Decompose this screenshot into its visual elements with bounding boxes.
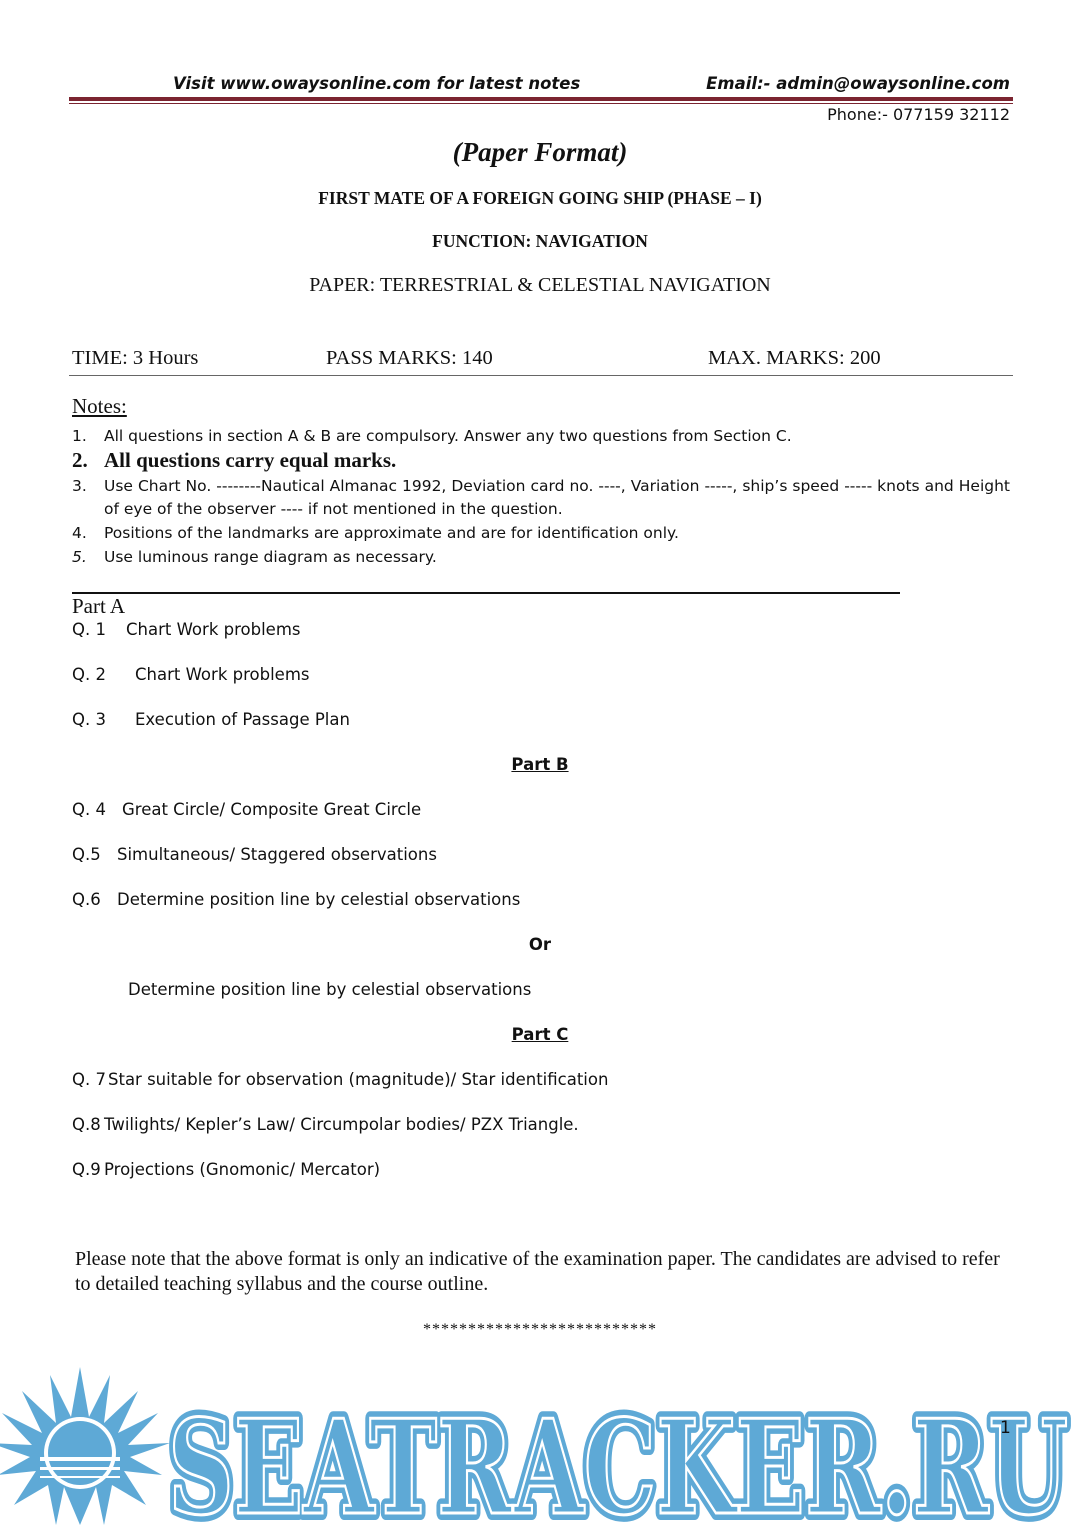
note-number: 2. [72,448,88,472]
header-rule [69,97,1013,101]
exam-max-marks: MAX. MARKS: 200 [708,347,881,369]
note-text: Use luminous range diagram as necessary. [104,548,437,566]
watermark-text: SEATRACKER.RU [168,1391,1068,1527]
question-text: Determine position line by celestial observations [117,890,521,909]
seatracker-watermark [0,1365,1080,1527]
part-c-heading: Part C [511,1025,569,1044]
note-item [72,546,1010,569]
header-rule-thin [69,103,1013,104]
header-email-text: Email:- admin@owaysonline.com [706,74,1010,93]
notes-heading: Notes: [72,394,127,418]
question-text: Chart Work problems [135,665,310,684]
question-text: Star suitable for observation (magnitude)/ Star identification [108,1070,609,1089]
question-text: Simultaneous/ Staggered observations [117,845,437,864]
note-text: Positions of the landmarks are approximate and are for identification only. [104,524,679,542]
header-website-text: Visit www.owaysonline.com for latest notes [173,74,581,93]
note-number: 3. [72,477,87,495]
note-item [72,425,1010,448]
question-text: Great Circle/ Composite Great Circle [122,800,422,819]
question-label: Q.9 [72,1160,101,1179]
part-b-heading: Part B [511,755,569,774]
page-title: (Paper Format) [452,137,628,167]
question-label: Q. 2 [72,665,106,684]
question-label: Q. 3 [72,710,106,729]
question-label: Q. 7 [72,1070,106,1089]
sun-logo-icon [0,1367,170,1525]
footer-stars: ************************** [423,1321,657,1338]
question-text: Projections (Gnomonic/ Mercator) [104,1160,381,1179]
exam-time: TIME: 3 Hours [72,347,199,369]
watermark-text-outline: SEATRACKER.RU [168,1391,1068,1527]
note-text: Use Chart No. --------Nautical Almanac 1992, Deviation card no. ----, Variation -----, ship’s speed ----- knots and Height of eye of the observer ---- if not mentioned in the question. [104,477,1010,518]
note-item [72,475,1010,521]
page-number: 1 [1000,1418,1011,1438]
footer-note: Please note that the above format is only an indicative of the examination paper. The candidates are advised to refer to detailed teaching syllabus and the course outline. [75,1248,1000,1295]
note-item [72,449,1010,472]
exam-pass-marks: PASS MARKS: 140 [326,347,493,369]
exam-info-divider [69,375,1013,376]
function-subtitle: FUNCTION: NAVIGATION [432,231,648,251]
question-text: Execution of Passage Plan [135,710,350,729]
note-number: 5. [72,548,87,566]
question-label: Q.6 [72,890,101,909]
question-label: Q.5 [72,845,101,864]
note-number: 1. [72,427,87,445]
question-label: Q. 4 [72,800,106,819]
paper-subtitle: PAPER: TERRESTRIAL & CELESTIAL NAVIGATION [309,274,771,296]
question-alternative-text: Determine position line by celestial observations [128,980,532,999]
question-text: Chart Work problems [126,620,301,639]
note-number: 4. [72,524,87,542]
question-text: Twilights/ Kepler’s Law/ Circumpolar bodies/ PZX Triangle. [104,1115,579,1134]
notes-divider [72,592,900,594]
note-text: All questions carry equal marks. [104,448,397,472]
question-label: Q.8 [72,1115,101,1134]
question-label: Q. 1 [72,620,106,639]
note-text: All questions in section A & B are compulsory. Answer any two questions from Section C. [104,427,792,445]
rank-subtitle: FIRST MATE OF A FOREIGN GOING SHIP (PHASE – I) [318,188,762,208]
part-a-heading: Part A [72,594,126,618]
note-item [72,522,1010,545]
or-separator: Or [528,935,552,954]
header-phone-text: Phone:- 077159 32112 [827,105,1010,124]
